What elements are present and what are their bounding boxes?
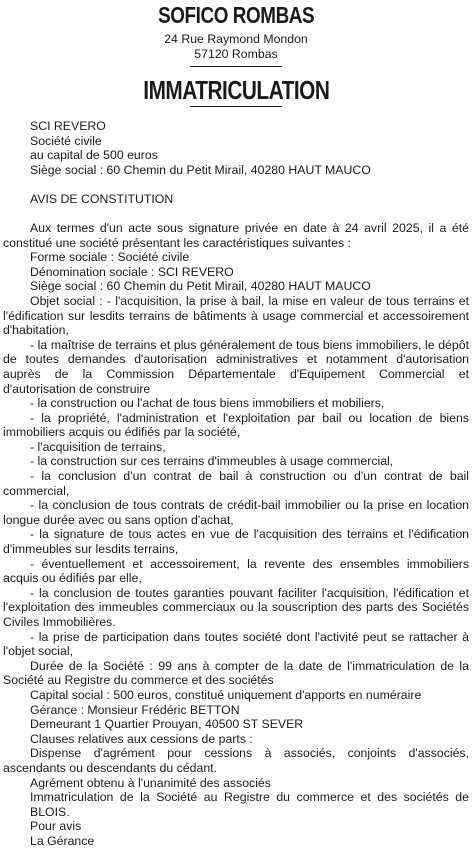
section-title-underline: [190, 106, 282, 107]
paragraph-management: Gérance : Monsieur Frédéric BETTON: [30, 702, 240, 717]
paragraph-object-item: - la construction sur ces terrains d'immeubles à usage commercial,: [30, 454, 394, 469]
paragraph-object: Objet social : - l'acquisition, la prise à bail, la mise en valeur de tous terrains et l'édification sur lesdits terrains de bâtiments à usage commercial et accessoirement d'habitation,: [3, 293, 469, 338]
paragraph-object-item: - la conclusion de tous contrats de crédit-bail immobilier ou la prise en location longue durée avec ou sans option d'achat,: [3, 498, 469, 527]
paragraph-object-item: - la propriété, l'administration et l'exploitation par bail ou location de biens immobiliers acquis ou édifiés par la société,: [3, 410, 469, 440]
paragraph-object-item: - la conclusion d'un contrat de bail à construction ou d'un contrat de bail commercial,: [3, 469, 469, 498]
company-block-name: SCI REVERO: [30, 119, 106, 133]
paragraph-duration: Durée de la Société : 99 ans à compter de la date de l'immatriculation de la Société au Registre du commerce et des sociétés: [3, 658, 469, 688]
company-block-type: Société civile: [30, 133, 102, 148]
paragraph-signature: La Gérance: [30, 833, 95, 848]
address-line-2: 57120 Rombas: [194, 47, 278, 61]
paragraph-object-item: - l'acquisition de terrains,: [30, 439, 166, 454]
paragraph-object-item: - la maîtrise de terrains et plus généralement de tous biens immobiliers, le dépôt de toutes demandes d'autorisation administratives et notamment d'autorisation auprès de la Commission Départementale d'Equipement Commercial et d'autorisation de construire: [3, 337, 469, 396]
paragraph-object-item: - éventuellement et accessoirement, la revente des ensembles immobiliers acquis ou édifiés par elle,: [3, 556, 469, 586]
paragraph-registration: Immatriculation de la Société au Registre du commerce et des sociétés de BLOIS.: [30, 790, 469, 819]
notice-body: [3, 221, 469, 849]
paragraph-approval: Agrément obtenu à l'unanimité des associés: [30, 775, 271, 790]
paragraph-denomination: Dénomination sociale : SCI REVERO: [30, 264, 234, 279]
paragraph-object-item: - la signature de tous actes en vue de l'acquisition des terrains et l'édification d'immeubles sur lesdits terrains,: [3, 527, 469, 557]
company-identification-block: [30, 119, 469, 177]
paragraph-object-item: - la conclusion de toutes garanties pouvant faciliter l'acquisition, l'édification et l'exploitation des immeubles commerciaux ou la souscription des parts des Sociétés Civiles Immobilières.: [3, 585, 469, 629]
paragraph-intro: Aux termes d'un acte sous signature privée en date à 24 avril 2025, il a été constitué une société présentant les caractéristiques suivantes :: [3, 220, 469, 250]
paragraph-transfer-clauses: Clauses relatives aux cessions de parts :: [30, 731, 253, 746]
paragraph-object-item: - la construction ou l'achat de tous biens immobiliers et mobiliers,: [30, 396, 385, 411]
paragraph-capital: Capital social : 500 euros, constitué uniquement d'apports en numéraire: [30, 687, 422, 702]
header-divider: [190, 66, 282, 67]
company-block-seat: Siège social : 60 Chemin du Petit Mirail, 40280 HAUT MAUCO: [30, 162, 371, 177]
paragraph-approval-waiver: Dispense d'agrément pour cessions à associés, conjoints d'associés, ascendants ou descendants du cédant.: [3, 746, 469, 775]
paragraph-seat: Siège social : 60 Chemin du Petit Mirail, 40280 HAUT MAUCO: [30, 279, 371, 294]
company-address: [3, 32, 469, 62]
paragraph-form: Forme sociale : Société civile: [30, 250, 190, 265]
company-block-capital: au capital de 500 euros: [30, 148, 158, 163]
notice-title: AVIS DE CONSTITUTION: [30, 192, 174, 207]
section-title-text: IMMATRICULATION: [142, 75, 330, 105]
company-name-text: SOFICO ROMBAS: [157, 2, 315, 28]
address-line-1: 24 Rue Raymond Mondon: [164, 32, 308, 46]
paragraph-object-item: - la prise de participation dans toutes société dont l'activité peut se rattacher à l'objet social,: [3, 629, 469, 659]
paragraph-pour-avis: Pour avis: [30, 819, 82, 834]
section-title: [3, 75, 469, 105]
company-name-heading: [3, 2, 469, 28]
paragraph-residence: Demeurant 1 Quartier Prouyan, 40500 ST SEVER: [30, 717, 304, 732]
